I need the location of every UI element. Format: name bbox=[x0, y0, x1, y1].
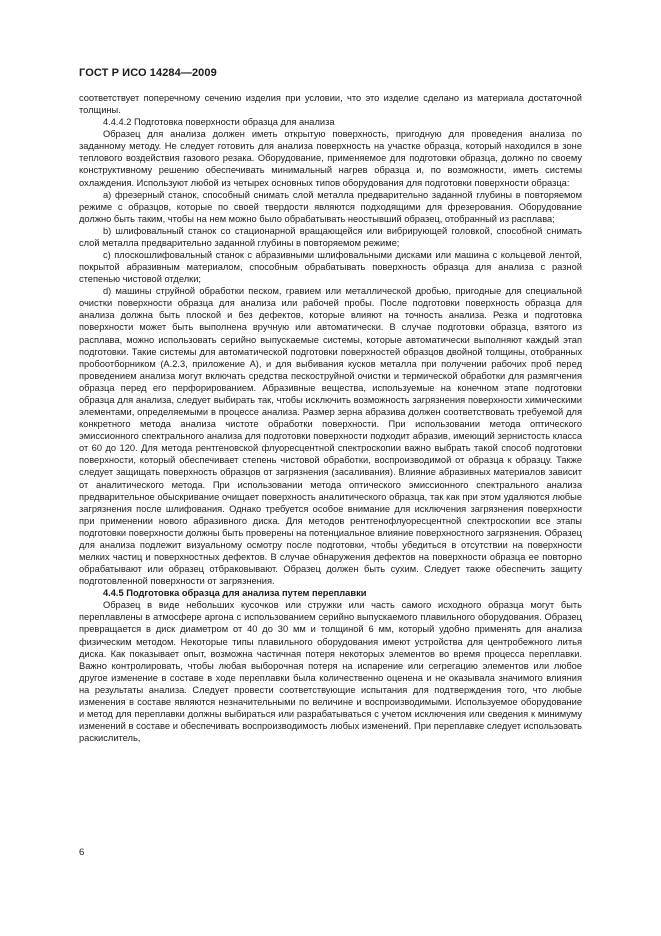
list-item-a-milling: а) фрезерный станок, способный снимать слой металла предварительно заданной глубины в повторяемом режиме с образцов, которые по своей твердости являются подходящими для фрезерования. Оборудование должно быть таким, чтобы на нем можно было обрабатывать неостывший образец, отобранный из расплава; bbox=[79, 189, 582, 224]
body-text bbox=[79, 92, 582, 744]
page-number: 6 bbox=[79, 847, 85, 858]
paragraph-remelting: Образец в виде небольших кусочков или стружки или часть самого исходного образца могут быть переплавлены в атмосфере аргона с использованием серийно выпускаемого плавильного оборудования. Образец превращается в диск диаметром от 40 до 30 мм и толщиной 6 мм, который удобно применять для анализа физическим методом. Некоторые типы плавильного оборудования имеют устройства для центробежного литья диска. Как показывает опыт, возможна частичная потеря некоторых элементов во время процесса переплавки. Важно контролировать, чтобы любая выборочная потеря на испарение или сегрегацию элементов или любое другое изменение в составе в ходе переплавки была количественно оценена и не оказывала значимого влияния на результаты анализа. Следует провести соответствующие испытания для подтверждения того, что любые изменения в составе являются незначительными по величине и воспроизводимыми. Используемое оборудование и метод для переплавки должны выбираться или разрабатываться с учетом исключения или сведения к минимуму изменений в составе и обеспечивать воспроизводимость любых изменений. При переплавке следует использовать раскислитель, bbox=[79, 600, 582, 744]
list-item-b-grinding: b) шлифовальный станок со стационарной вращающейся или вибрирующей головкой, способной снимать слой металла предварительно заданной глубины в повторяемом режиме; bbox=[79, 225, 582, 248]
standard-header: ГОСТ Р ИСО 14284—2009 bbox=[79, 67, 217, 79]
section-heading-4-4-4-2: 4.4.4.2 Подготовка поверхности образца для анализа bbox=[103, 117, 335, 128]
section-heading-4-4-5: 4.4.5 Подготовка образца для анализа путем переплавки bbox=[103, 588, 367, 599]
list-item-d-blasting: d) машины струйной обработки песком, гравием или металлической дробью, пригодные для специальной очистки поверхности образца для анализа или рабочей пробы. После подготовки поверхность образца для анализа должна быть плоской и без дефектов, которые влияют на точность анализа. Резка и подготовка поверхности может быть выполнена вручную или автоматически. В случае подготовки образца, взятого из расплава, можно использовать серийно выпускаемые системы, которые автоматически выполняют каждый этап подготовки. Такие системы для автоматической подготовки поверхностей образцов двойной толщины, отобранных пробоотборником (А.2.3, приложение А), и для выбивания кусков металла при получении рабочих проб перед проведением анализа могут включать средства пескоструйной очистки и термической обработки для размягчения образца перед его перфорированием. Абразивные вещества, используемые на конечном этапе подготовки образца для анализа, следует выбирать так, чтобы исключить возможность загрязнения поверхности химическими элементами, определяемыми в процессе анализа. Размер зерна абразива должен соответствовать требуемой для конкретного метода анализа чистоте обработки поверхности. При использовании метода оптического эмиссионного спектрального анализа для подготовки поверхности подходит абразив, имеющий зернистость класса от 60 до 120. Для метода рентгеновской флуоресцентной спектроскопии важно выбрать такой способ подготовки поверхности, который обеспечивает степень чистовой обработки, воспроизводимой от образца к образцу. Также следует защищать поверхность образцов от загрязнения (засаливания). Влияние абразивных материалов зависит от аналитического метода. При использовании метода оптического эмиссионного спектрального анализа предварительное обыскривание очищает поверхность аналитического образца, так как при этом удаляются любые загрязнения после шлифования. Однако требуется особое внимание для исключения загрязнения поверхности при применении нового абразивного диска. Для методов рентгенофлуоресцентной спектроскопии все этапы подготовки поверхности должны быть проверены на потенциальное влияние поверхностного загрязнения. Образец для анализа подлежит визуальному осмотру после подготовки, чтобы убедиться в отсутствии на поверхности мелких частиц и поверхностных дефектов. В случае обнаружения дефектов на поверхности образца ее повторно обрабатывают или образец отбраковывают. Образец должен быть сухим. Следует также обеспечить защиту подготовленной поверхности от загрязнения. bbox=[79, 286, 582, 587]
list-item-c-surface-grinding: с) плоскошлифовальный станок с абразивными шлифовальными дисками или машина с кольцевой лентой, покрытой абразивным материалом, способным обрабатывать поверхность образца для анализа с разной степенью чистовой отделки; bbox=[79, 250, 582, 285]
paragraph-sample-surface: Образец для анализа должен иметь открытую поверхность, пригодную для проведения анализа по заданному методу. Не следует готовить для анализа поверхность на участке образца, который находился в зоне теплового воздействия газового резака. Оборудование, применяемое для подготовки образца, должно по своему конструктивному решению обеспечивать минимальный нагрев образца и, по возможности, иметь системы охлаждения. Используют любой из четырех основных типов оборудования для подготовки поверхности образца: bbox=[79, 129, 582, 188]
paragraph-continuation: соответствует поперечному сечению изделия при условии, что это изделие сделано из материала достаточной толщины. bbox=[79, 93, 582, 116]
